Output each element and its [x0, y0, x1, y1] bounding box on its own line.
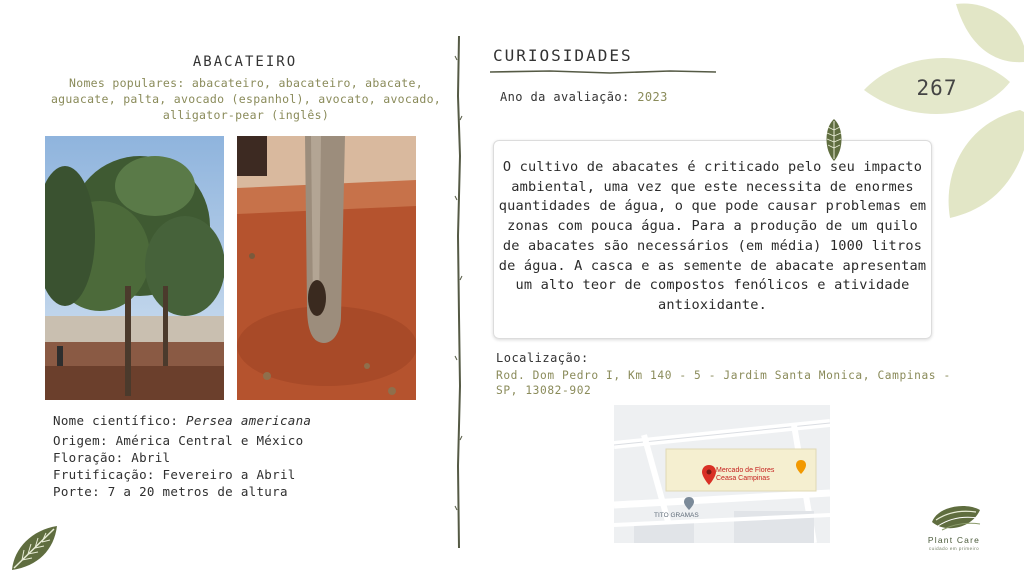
section-title: CURIOSIDADES [493, 46, 633, 65]
title-underline [490, 68, 716, 76]
column-divider [452, 36, 466, 548]
page-number: 267 [916, 76, 958, 100]
trunk-photo [237, 136, 416, 400]
location-address: Rod. Dom Pedro I, Km 140 - 5 - Jardim Santa Monica, Campinas - SP, 13082-902 [496, 369, 951, 397]
map-nearby-label[interactable]: TITO GRAMAS [654, 512, 699, 519]
brand-name: Plant Care [927, 535, 981, 545]
place-pin-icon[interactable] [684, 497, 694, 510]
leaf-icon [822, 118, 846, 162]
leaf-icon [10, 522, 60, 572]
plant-name: ABACATEIRO [192, 54, 298, 70]
fruiting: Frutificação: Fevereiro a Abril [53, 467, 296, 482]
origin: Origem: América Central e México [53, 433, 304, 448]
popular-names: Nomes populares: abacateiro, abacateiro, abacate, aguacate, palta, avocado (espanhol), avocato, avocado, alligator-pear (inglês) [50, 76, 442, 122]
size: Porte: 7 a 20 metros de altura [53, 484, 288, 499]
map-pin-icon[interactable] [702, 465, 716, 485]
location-map[interactable] [614, 405, 830, 543]
map-place-label[interactable]: Mercado de Flores Ceasa Campinas [716, 467, 775, 482]
tree-photo [45, 136, 224, 400]
location-label: Localização: [496, 351, 589, 365]
evaluation-year: Ano da avaliação: 2023 [500, 90, 668, 104]
flowering: Floração: Abril [53, 450, 171, 465]
brand-tagline: cuidado em primeiro [928, 546, 980, 551]
scientific-name: Nome científico: Persea americana [53, 413, 312, 428]
curiosity-text: O cultivo de abacates é criticado pelo seu impacto ambiental, uma vez que este necessita de enormes quantidades de água, o que pode causar problemas em zonas com pouca água. Para a produção de um quilo de abacates são necessários (em média) 1000 litros de água. A casca e as semente de abacate apresentam um alto teor de compostos fenólicos e atividade antioxidante. [498, 159, 927, 313]
plant-facts [53, 412, 311, 500]
food-pin-icon[interactable] [796, 460, 806, 474]
